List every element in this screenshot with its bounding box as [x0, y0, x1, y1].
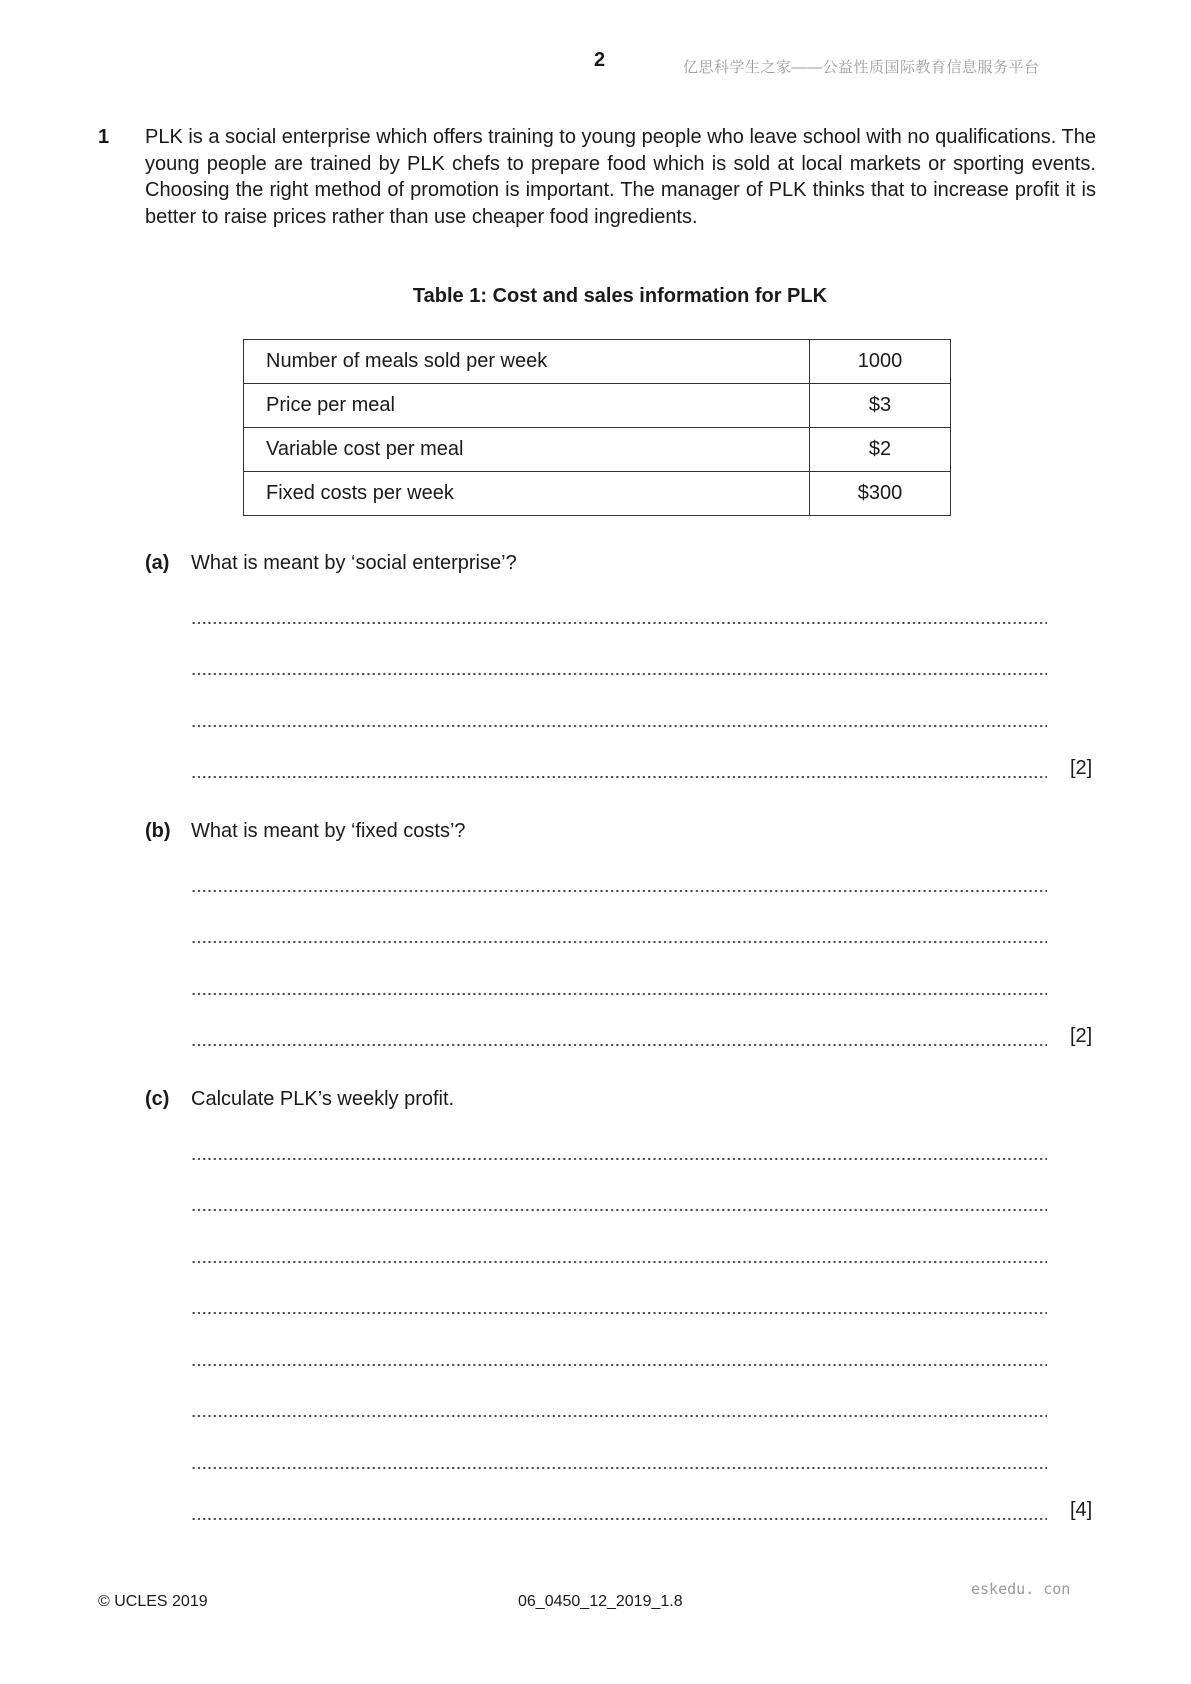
part-a-text: What is meant by ‘social enterprise’? [191, 552, 517, 574]
part-b-question [145, 820, 466, 843]
part-b-text: What is meant by ‘fixed costs’? [191, 820, 466, 842]
answer-line-b3[interactable] [191, 992, 1047, 996]
part-c-marks: [4] [1070, 1499, 1093, 1521]
answer-line-a1[interactable] [191, 621, 1047, 625]
question-number: 1 [98, 126, 110, 148]
row-value: $300 [810, 472, 951, 516]
answer-line-c8[interactable] [191, 1517, 1047, 1521]
answer-line-c2[interactable] [191, 1208, 1047, 1212]
answer-line-c3[interactable] [191, 1260, 1047, 1264]
part-c-label: (c) [145, 1088, 170, 1110]
question-intro: PLK is a social enterprise which offers training to young people who leave school with no qualifications. The young people are trained by PLK chefs to prepare food which is sold at local markets or sporting events. Choosing the right method of promotion is important. The manager of PLK thinks that to increase profit it is better to raise prices rather than use cheaper food ingredients. [145, 126, 1096, 228]
part-b-marks: [2] [1070, 1025, 1093, 1047]
page-number: 2 [594, 49, 606, 71]
row-value: $2 [810, 428, 951, 472]
footer-watermark: eskedu. con [971, 1580, 1071, 1598]
part-a-marks: [2] [1070, 757, 1093, 779]
answer-line-b2[interactable] [191, 940, 1047, 944]
part-c-question [145, 1088, 454, 1111]
table-row [244, 340, 951, 384]
row-label: Number of meals sold per week [244, 340, 810, 384]
row-value: 1000 [810, 340, 951, 384]
answer-line-b4[interactable] [191, 1043, 1047, 1047]
row-label: Fixed costs per week [244, 472, 810, 516]
answer-line-c1[interactable] [191, 1157, 1047, 1161]
answer-line-c4[interactable] [191, 1311, 1047, 1315]
row-value: $3 [810, 384, 951, 428]
header-watermark: 亿思科学生之家——公益性质国际教育信息服务平台 [683, 59, 1040, 76]
table-row [244, 472, 951, 516]
answer-line-b1[interactable] [191, 889, 1047, 893]
footer-paper-code: 06_0450_12_2019_1.8 [518, 1593, 683, 1610]
answer-line-c7[interactable] [191, 1466, 1047, 1470]
part-a-label: (a) [145, 552, 170, 574]
part-a-question [145, 552, 517, 575]
table-title: Table 1: Cost and sales information for PLK [412, 285, 828, 307]
answer-line-c5[interactable] [191, 1363, 1047, 1367]
part-c-text: Calculate PLK’s weekly profit. [191, 1088, 455, 1110]
answer-line-a3[interactable] [191, 724, 1047, 728]
part-b-label: (b) [145, 820, 171, 842]
answer-line-c6[interactable] [191, 1414, 1047, 1418]
row-label: Variable cost per meal [244, 428, 810, 472]
footer-copyright: © UCLES 2019 [98, 1593, 208, 1610]
answer-line-a2[interactable] [191, 672, 1047, 676]
table-row [244, 428, 951, 472]
answer-line-a4[interactable] [191, 775, 1047, 779]
cost-sales-table [243, 339, 951, 516]
row-label: Price per meal [244, 384, 810, 428]
table-row [244, 384, 951, 428]
